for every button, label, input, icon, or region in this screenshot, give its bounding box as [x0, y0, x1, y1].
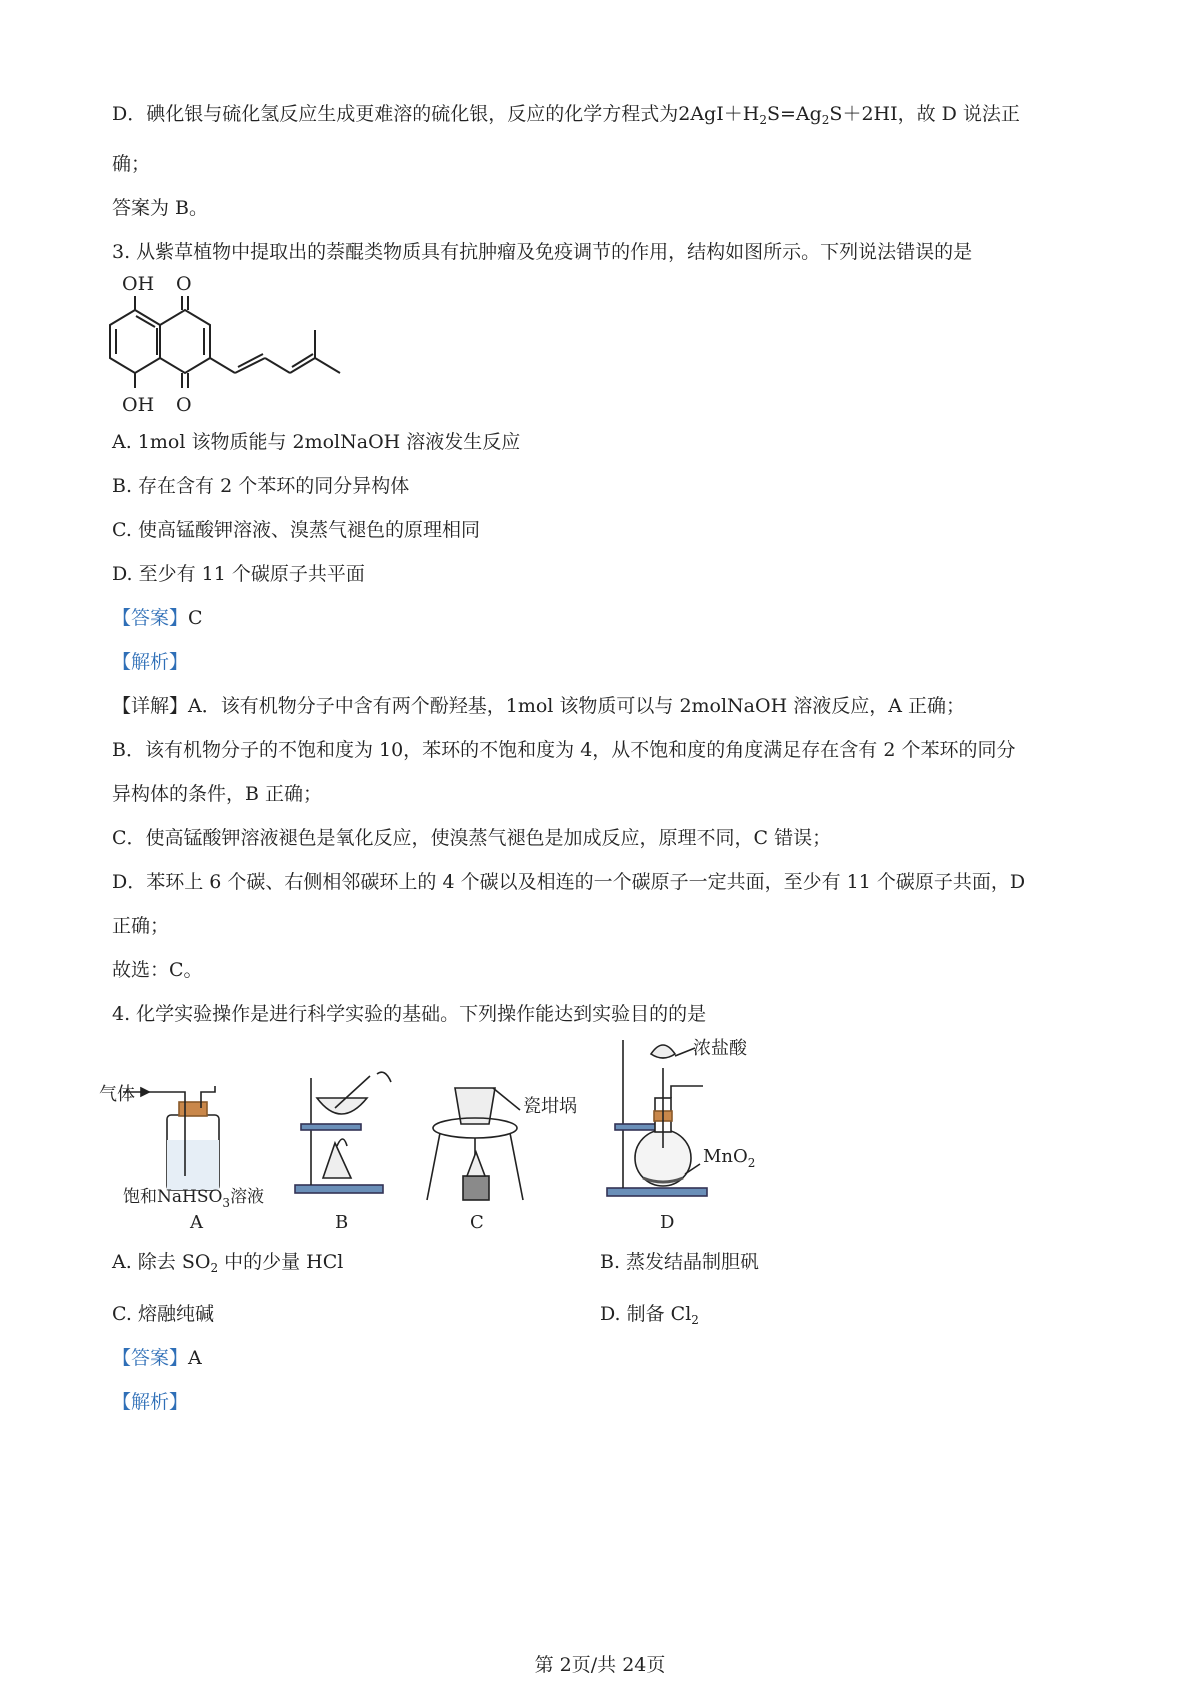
o-top-label: O — [176, 273, 192, 295]
q4-option-d: D. 制备 $Cl_2$ — [600, 1303, 699, 1327]
caption-c: C — [470, 1212, 484, 1233]
q3-detail-d: D．苯环上 6 个碳、右侧相邻碳环上的 4 个碳以及相连的一个碳原子一定共面，至少有 11 个碳原子共面，D — [112, 871, 1026, 893]
answer-tag: 【答案】 — [112, 607, 189, 629]
chemical-equation: $2AgI+H_2S=Ag_2S+2HI$ — [678, 103, 898, 127]
gas-label: 气体 — [99, 1084, 135, 1105]
q3-option-c: C. 使高锰酸钾溶液、溴蒸气褪色的原理相同 — [112, 519, 480, 541]
q3-detail-b-cont: 异构体的条件，B 正确； — [112, 783, 323, 805]
oh-bottom-label: OH — [122, 394, 155, 416]
caption-b: B — [335, 1212, 349, 1233]
q3-conclusion: 故选：C。 — [112, 959, 203, 981]
naphthoquinone-structure — [100, 268, 360, 418]
q4-stem: 4. 化学实验操作是进行科学实验的基础。下列操作能达到实验目的的是 — [112, 1003, 707, 1025]
q3-analysis-tag: 【解析】 — [112, 651, 189, 673]
prev-d-text: D．碘化银与硫化氢反应生成更难溶的硫化银，反应的化学方程式为 — [112, 103, 679, 125]
q3-detail-b: B．该有机物分子的不饱和度为 10，苯环的不饱和度为 4，从不饱和度的角度满足存在含有 2 个苯环的同分 — [112, 739, 1016, 761]
detail-tag: 【详解】 — [112, 695, 189, 717]
answer-tag: 【答案】 — [112, 1347, 189, 1369]
answer-value: C — [188, 607, 203, 629]
q4-analysis-tag: 【解析】 — [112, 1391, 189, 1413]
q4-option-a: A. 除去 $SO_2$ 中的少量 HCl — [112, 1251, 344, 1275]
mno2-label: MnO$_2$ — [703, 1146, 756, 1170]
q4-option-c: C. 熔融纯碱 — [112, 1303, 214, 1325]
prev-d-continuation: 确； — [112, 153, 151, 175]
apparatus-figure — [95, 1028, 815, 1238]
prev-option-d: D．碘化银与硫化氢反应生成更难溶的硫化银，反应的化学方程式为$2AgI+H_2S=Ag_2S+2HI$，故 D 说法正 — [112, 103, 1020, 127]
q3-option-b: B. 存在含有 2 个苯环的同分异构体 — [112, 475, 410, 497]
hcl-label: 浓盐酸 — [693, 1038, 747, 1059]
caption-d: D — [660, 1212, 675, 1233]
q4-answer — [112, 1344, 1110, 1372]
q3-stem: 3. 从紫草植物中提取出的萘醌类物质具有抗肿瘤及免疫调节的作用，结构如图所示。下列说法错误的是 — [112, 241, 973, 263]
crucible-label: 瓷坩埚 — [523, 1096, 577, 1117]
q3-answer — [112, 604, 1110, 632]
caption-a: A — [190, 1212, 203, 1233]
q3-detail-c: C．使高锰酸钾溶液褪色是氧化反应，使溴蒸气褪色是加成反应，原理不同，C 错误； — [112, 827, 832, 849]
answer-value: A — [188, 1347, 202, 1369]
o-bottom-label: O — [176, 394, 192, 416]
solution-label: 饱和NaHSO$_3$溶液 — [123, 1187, 265, 1210]
oh-top-label: OH — [122, 273, 155, 295]
q3-option-a: A. 1mol 该物质能与 2molNaOH 溶液发生反应 — [112, 431, 521, 453]
q3-option-d: D. 至少有 11 个碳原子共平面 — [112, 563, 365, 585]
page-footer: 第 2页/共 24页 — [534, 1654, 666, 1676]
prev-answer: 答案为 B。 — [112, 197, 209, 219]
q3-detail-d-cont: 正确； — [112, 915, 170, 937]
q4-option-b: B. 蒸发结晶制胆矾 — [600, 1251, 760, 1273]
q3-detail-a: 【详解】A．该有机物分子中含有两个酚羟基，1mol 该物质可以与 2molNaOH 溶液反应，A 正确； — [112, 695, 965, 717]
